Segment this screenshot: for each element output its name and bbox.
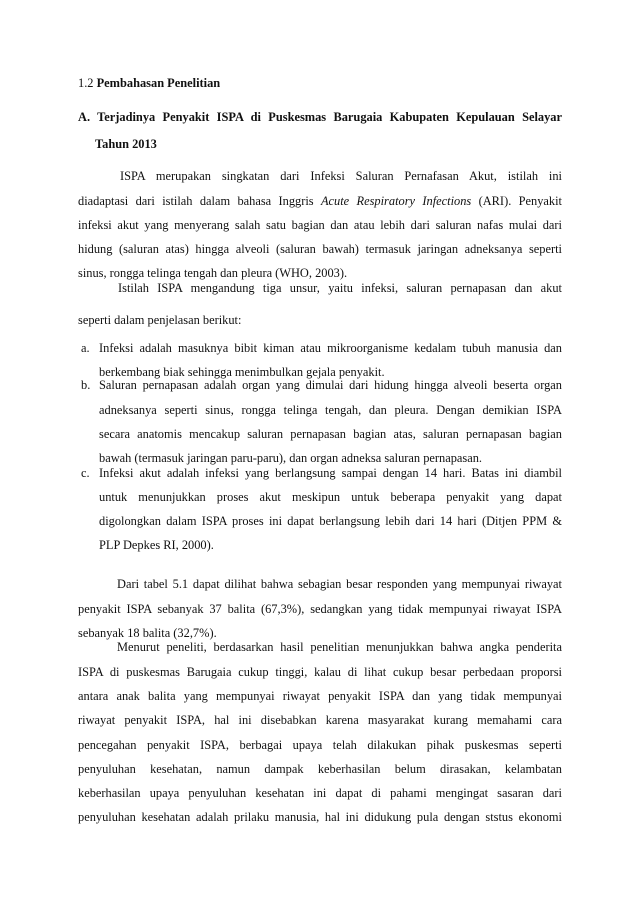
para1-line2-pre: diadaptasi dari istilah dalam bahasa Inggris [78,194,321,208]
list-marker-c: c. [81,466,90,480]
para3-line3: sebanyak 18 balita (32,7%). [78,626,217,640]
subsection-heading-line1 [78,110,562,125]
list-marker-b: b. [81,378,91,392]
list-item-b-line4: bawah (termasuk jaringan paru-paru), dan organ adneksa saluran pernapasan. [99,451,483,465]
list-item-b-line3: secara anatomis mencakup saluran pernapasan bagian atas, saluran pernapasan bagian [99,427,562,441]
para4-line1: Menurut peneliti, berdasarkan hasil penelitian menunjukkan bahwa angka penderita [117,640,562,654]
subsection-label: A. [78,110,91,124]
para1-line1: ISPA merupakan singkatan dari Infeksi Saluran Pernafasan Akut, istilah ini [120,169,562,183]
para2-line1: Istilah ISPA mengandung tiga unsur, yaitu infeksi, saluran pernapasan dan akut [118,281,562,295]
para3-line2: penyakit ISPA sebanyak 37 balita (67,3%), sedangkan yang tidak mempunyai riwayat ISPA [78,602,562,616]
para2-line2: seperti dalam penjelasan berikut: [78,313,242,327]
para4-line3: antara anak balita yang mempunyai riwayat penyakit ISPA dan yang tidak mempunyai [78,689,562,703]
list-item-c-line4: PLP Depkes RI, 2000). [99,538,214,552]
section-title: Pembahasan Penelitian [96,76,221,90]
list-item-c-line2: untuk menunjukkan proses akut meskipun untuk beberapa penyakit yang dapat [99,490,562,504]
para4-line4: riwayat penyakit ISPA, hal ini disebabkan karena masyarakat kurang memahami cara [78,713,562,727]
list-item-b-line1: Saluran pernapasan adalah organ yang dimulai dari hidung hingga alveoli beserta organ [99,378,562,392]
list-item-a-line2: berkembang biak sehingga menimbulkan gejala penyakit. [99,365,385,379]
list-item-c-line3: digolongkan dalam ISPA proses ini dapat berlangsung lebih dari 14 hari (Ditjen PPM & [99,514,562,528]
para4-line5: pencegahan penyakit ISPA, berbagai upaya telah dilakukan pihak puskesmas seperti [78,738,562,752]
section-number: 1.2 [78,76,94,90]
para1-line2 [78,194,562,209]
list-item-c-line1: Infeksi akut adalah infeksi yang berlangsung sampai dengan 14 hari. Batas ini diambil [99,466,562,480]
para1-line3: infeksi akut yang menyerang salah satu bagian dan atau lebih dari saluran nafas mulai dari [78,218,562,232]
section-heading [78,76,562,91]
subsection-title: Terjadinya Penyakit ISPA di Puskesmas Barugaia Kabupaten Kepulauan Selayar [97,110,562,124]
para1-line2-em: Acute Respiratory Infections [320,194,472,208]
para4-line7: keberhasilan upaya penyuluhan kesehatan ini dapat di pahami mengingat sasaran dari [78,786,562,800]
para4-line8: penyuluhan kesehatan adalah prilaku manusia, hal ini didukung pula dengan ststus ekonomi [78,810,562,824]
para1-line4: hidung (saluran atas) hingga alveoli (saluran bawah) termasuk jaringan adneksanya seperti [78,242,562,256]
list-item-b-line2: adneksanya seperti sinus, rongga telinga tengah, dan pleura. Dengan demikian ISPA [99,403,562,417]
list-item-a-line1: Infeksi adalah masuknya bibit kiman atau mikroorganisme kedalam tubuh manusia dan [99,341,562,355]
para3-line1: Dari tabel 5.1 dapat dilihat bahwa sebagian besar responden yang mempunyai riwayat [117,577,562,591]
para4-line2: ISPA di puskesmas Barugaia cukup tinggi, kalau di lihat cukup besar perbedaan proporsi [78,665,562,679]
list-marker-a: a. [81,341,90,355]
para1-line5: sinus, rongga telinga tengah dan pleura (WHO, 2003). [78,266,348,280]
para1-line2-post: (ARI). Penyakit [471,194,562,208]
subsection-heading-line2: Tahun 2013 [95,137,157,151]
para4-line6: penyuluhan kesehatan, namun dampak keberhasilan belum dirasakan, kelambatan [78,762,562,776]
